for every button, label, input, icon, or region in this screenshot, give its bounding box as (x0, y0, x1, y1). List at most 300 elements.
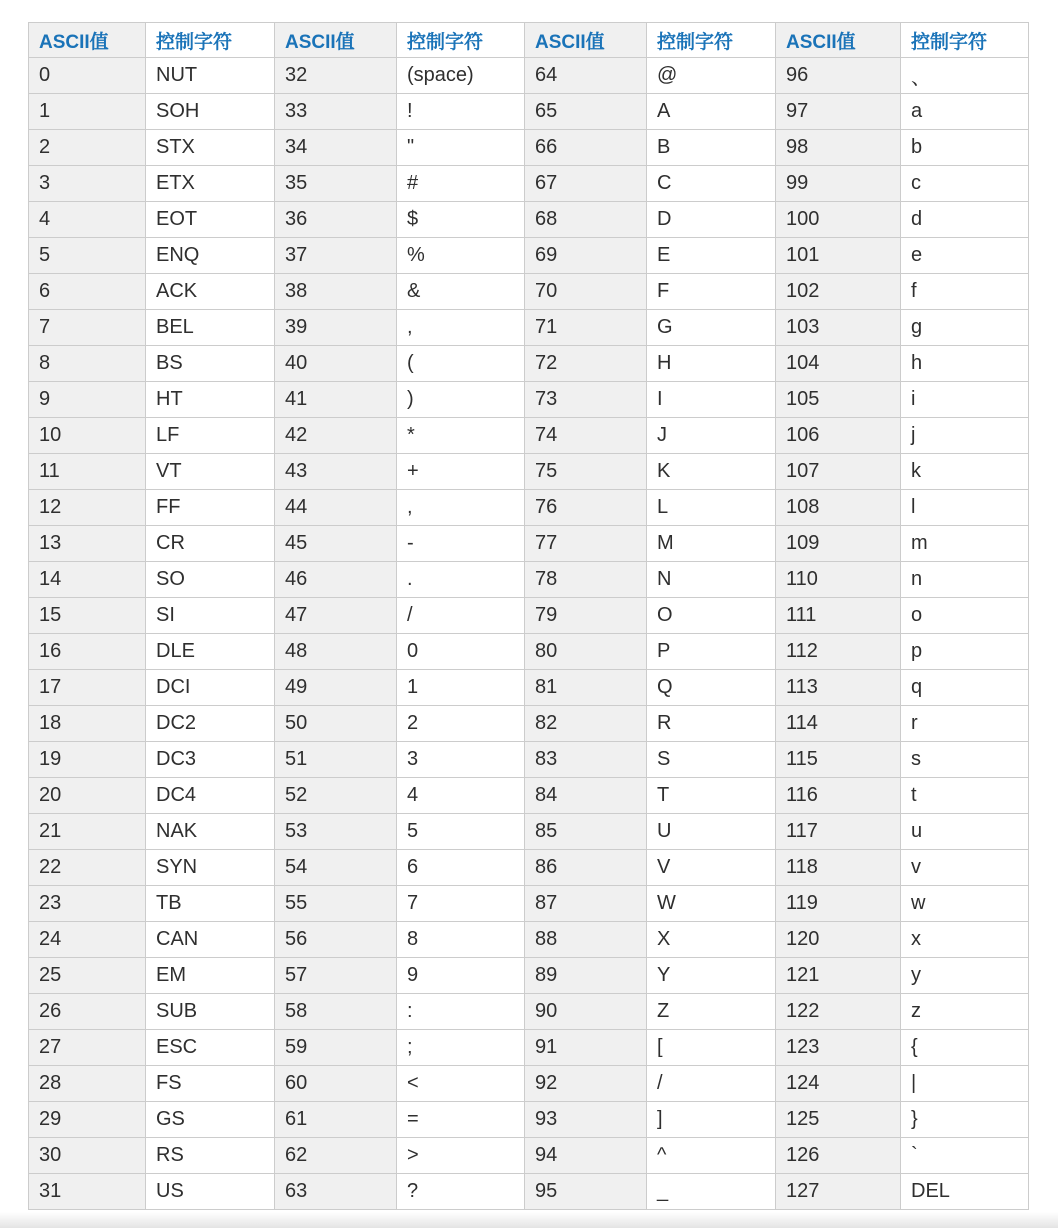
ascii-value-cell: 81 (525, 670, 647, 706)
table-row (29, 1030, 1029, 1066)
table-row (29, 382, 1029, 418)
ascii-value-cell: 42 (275, 418, 397, 454)
table-row (29, 1138, 1029, 1174)
header-cell-control-char: 控制字符 (397, 23, 525, 58)
control-char-cell: + (397, 454, 525, 490)
header-cell-control-char: 控制字符 (146, 23, 275, 58)
control-char-cell: # (397, 166, 525, 202)
control-char-cell: @ (647, 58, 776, 94)
ascii-value-cell: 96 (776, 58, 901, 94)
table-row (29, 526, 1029, 562)
ascii-value-cell: 113 (776, 670, 901, 706)
ascii-table (28, 22, 1029, 1210)
ascii-value-cell: 78 (525, 562, 647, 598)
control-char-cell: a (901, 94, 1029, 130)
control-char-cell: V (647, 850, 776, 886)
ascii-value-cell: 74 (525, 418, 647, 454)
control-char-cell: ACK (146, 274, 275, 310)
control-char-cell: { (901, 1030, 1029, 1066)
ascii-value-cell: 122 (776, 994, 901, 1030)
ascii-value-cell: 58 (275, 994, 397, 1030)
ascii-value-cell: 20 (29, 778, 146, 814)
ascii-value-cell: 71 (525, 310, 647, 346)
control-char-cell: 5 (397, 814, 525, 850)
control-char-cell: 6 (397, 850, 525, 886)
table-row (29, 706, 1029, 742)
control-char-cell: DC4 (146, 778, 275, 814)
control-char-cell: , (397, 490, 525, 526)
control-char-cell: v (901, 850, 1029, 886)
control-char-cell: x (901, 922, 1029, 958)
ascii-value-cell: 26 (29, 994, 146, 1030)
control-char-cell: U (647, 814, 776, 850)
control-char-cell: NAK (146, 814, 275, 850)
control-char-cell: RS (146, 1138, 275, 1174)
ascii-value-cell: 86 (525, 850, 647, 886)
ascii-value-cell: 93 (525, 1102, 647, 1138)
ascii-value-cell: 106 (776, 418, 901, 454)
ascii-value-cell: 21 (29, 814, 146, 850)
ascii-value-cell: 22 (29, 850, 146, 886)
control-char-cell: g (901, 310, 1029, 346)
table-row (29, 454, 1029, 490)
ascii-value-cell: 12 (29, 490, 146, 526)
control-char-cell: < (397, 1066, 525, 1102)
control-char-cell: BS (146, 346, 275, 382)
ascii-value-cell: 90 (525, 994, 647, 1030)
control-char-cell: b (901, 130, 1029, 166)
ascii-value-cell: 35 (275, 166, 397, 202)
control-char-cell: TB (146, 886, 275, 922)
control-char-cell: k (901, 454, 1029, 490)
control-char-cell: Q (647, 670, 776, 706)
ascii-value-cell: 38 (275, 274, 397, 310)
ascii-value-cell: 32 (275, 58, 397, 94)
header-cell-control-char: 控制字符 (901, 23, 1029, 58)
table-row (29, 922, 1029, 958)
table-row (29, 1102, 1029, 1138)
control-char-cell: BEL (146, 310, 275, 346)
control-char-cell: CAN (146, 922, 275, 958)
control-char-cell: c (901, 166, 1029, 202)
ascii-value-cell: 59 (275, 1030, 397, 1066)
control-char-cell: . (397, 562, 525, 598)
table-row (29, 562, 1029, 598)
ascii-value-cell: 25 (29, 958, 146, 994)
ascii-value-cell: 119 (776, 886, 901, 922)
ascii-value-cell: 18 (29, 706, 146, 742)
ascii-value-cell: 13 (29, 526, 146, 562)
ascii-value-cell: 87 (525, 886, 647, 922)
ascii-value-cell: 50 (275, 706, 397, 742)
ascii-value-cell: 69 (525, 238, 647, 274)
control-char-cell: ) (397, 382, 525, 418)
ascii-value-cell: 14 (29, 562, 146, 598)
ascii-value-cell: 111 (776, 598, 901, 634)
control-char-cell: Y (647, 958, 776, 994)
control-char-cell: US (146, 1174, 275, 1210)
ascii-value-cell: 77 (525, 526, 647, 562)
ascii-value-cell: 56 (275, 922, 397, 958)
control-char-cell: H (647, 346, 776, 382)
table-row (29, 94, 1029, 130)
ascii-value-cell: 60 (275, 1066, 397, 1102)
ascii-value-cell: 104 (776, 346, 901, 382)
ascii-value-cell: 125 (776, 1102, 901, 1138)
table-row (29, 634, 1029, 670)
table-row (29, 202, 1029, 238)
ascii-value-cell: 89 (525, 958, 647, 994)
ascii-value-cell: 126 (776, 1138, 901, 1174)
control-char-cell: _ (647, 1174, 776, 1210)
control-char-cell: DEL (901, 1174, 1029, 1210)
control-char-cell: FS (146, 1066, 275, 1102)
table-row (29, 814, 1029, 850)
control-char-cell: HT (146, 382, 275, 418)
ascii-value-cell: 54 (275, 850, 397, 886)
ascii-value-cell: 95 (525, 1174, 647, 1210)
ascii-value-cell: 53 (275, 814, 397, 850)
control-char-cell: o (901, 598, 1029, 634)
control-char-cell: h (901, 346, 1029, 382)
control-char-cell: J (647, 418, 776, 454)
ascii-value-cell: 0 (29, 58, 146, 94)
control-char-cell: ! (397, 94, 525, 130)
ascii-value-cell: 118 (776, 850, 901, 886)
table-row (29, 1066, 1029, 1102)
ascii-value-cell: 127 (776, 1174, 901, 1210)
ascii-value-cell: 36 (275, 202, 397, 238)
control-char-cell: u (901, 814, 1029, 850)
control-char-cell: 4 (397, 778, 525, 814)
ascii-value-cell: 44 (275, 490, 397, 526)
ascii-value-cell: 82 (525, 706, 647, 742)
ascii-value-cell: 117 (776, 814, 901, 850)
ascii-value-cell: 72 (525, 346, 647, 382)
control-char-cell: G (647, 310, 776, 346)
control-char-cell: 9 (397, 958, 525, 994)
control-char-cell: : (397, 994, 525, 1030)
control-char-cell: = (397, 1102, 525, 1138)
ascii-value-cell: 76 (525, 490, 647, 526)
header-cell-ascii-value: ASCII值 (275, 23, 397, 58)
table-row (29, 670, 1029, 706)
ascii-value-cell: 120 (776, 922, 901, 958)
control-char-cell: d (901, 202, 1029, 238)
ascii-value-cell: 1 (29, 94, 146, 130)
control-char-cell: DC3 (146, 742, 275, 778)
control-char-cell: m (901, 526, 1029, 562)
control-char-cell: t (901, 778, 1029, 814)
control-char-cell: q (901, 670, 1029, 706)
ascii-value-cell: 7 (29, 310, 146, 346)
control-char-cell: 8 (397, 922, 525, 958)
table-row (29, 958, 1029, 994)
ascii-value-cell: 9 (29, 382, 146, 418)
control-char-cell: DC2 (146, 706, 275, 742)
ascii-value-cell: 3 (29, 166, 146, 202)
ascii-value-cell: 41 (275, 382, 397, 418)
ascii-value-cell: 92 (525, 1066, 647, 1102)
control-char-cell: L (647, 490, 776, 526)
ascii-value-cell: 114 (776, 706, 901, 742)
control-char-cell: O (647, 598, 776, 634)
table-row (29, 166, 1029, 202)
table-row (29, 490, 1029, 526)
ascii-value-cell: 63 (275, 1174, 397, 1210)
control-char-cell: , (397, 310, 525, 346)
control-char-cell: - (397, 526, 525, 562)
control-char-cell: S (647, 742, 776, 778)
control-char-cell: e (901, 238, 1029, 274)
control-char-cell: n (901, 562, 1029, 598)
table-row (29, 130, 1029, 166)
ascii-value-cell: 23 (29, 886, 146, 922)
table-row (29, 310, 1029, 346)
control-char-cell: ^ (647, 1138, 776, 1174)
ascii-value-cell: 91 (525, 1030, 647, 1066)
control-char-cell: E (647, 238, 776, 274)
control-char-cell: y (901, 958, 1029, 994)
control-char-cell: ] (647, 1102, 776, 1138)
control-char-cell: C (647, 166, 776, 202)
ascii-value-cell: 68 (525, 202, 647, 238)
table-row (29, 418, 1029, 454)
control-char-cell: DLE (146, 634, 275, 670)
control-char-cell: W (647, 886, 776, 922)
ascii-value-cell: 88 (525, 922, 647, 958)
control-char-cell: P (647, 634, 776, 670)
ascii-value-cell: 103 (776, 310, 901, 346)
table-row (29, 994, 1029, 1030)
control-char-cell: SO (146, 562, 275, 598)
ascii-value-cell: 48 (275, 634, 397, 670)
control-char-cell: NUT (146, 58, 275, 94)
control-char-cell: f (901, 274, 1029, 310)
ascii-value-cell: 102 (776, 274, 901, 310)
page-bottom-edge (0, 1212, 1058, 1228)
control-char-cell: T (647, 778, 776, 814)
table-row (29, 742, 1029, 778)
control-char-cell: I (647, 382, 776, 418)
control-char-cell: STX (146, 130, 275, 166)
control-char-cell: SUB (146, 994, 275, 1030)
ascii-value-cell: 109 (776, 526, 901, 562)
ascii-value-cell: 2 (29, 130, 146, 166)
ascii-value-cell: 30 (29, 1138, 146, 1174)
table-row (29, 274, 1029, 310)
ascii-value-cell: 33 (275, 94, 397, 130)
ascii-value-cell: 75 (525, 454, 647, 490)
control-char-cell: w (901, 886, 1029, 922)
ascii-value-cell: 55 (275, 886, 397, 922)
control-char-cell: Z (647, 994, 776, 1030)
ascii-value-cell: 98 (776, 130, 901, 166)
ascii-value-cell: 34 (275, 130, 397, 166)
ascii-value-cell: 49 (275, 670, 397, 706)
ascii-value-cell: 85 (525, 814, 647, 850)
ascii-value-cell: 31 (29, 1174, 146, 1210)
ascii-value-cell: 100 (776, 202, 901, 238)
ascii-value-cell: 121 (776, 958, 901, 994)
header-cell-control-char: 控制字符 (647, 23, 776, 58)
table-row (29, 1174, 1029, 1210)
ascii-value-cell: 105 (776, 382, 901, 418)
control-char-cell: $ (397, 202, 525, 238)
control-char-cell: " (397, 130, 525, 166)
control-char-cell: F (647, 274, 776, 310)
control-char-cell: p (901, 634, 1029, 670)
ascii-value-cell: 110 (776, 562, 901, 598)
control-char-cell: R (647, 706, 776, 742)
control-char-cell: | (901, 1066, 1029, 1102)
control-char-cell: ENQ (146, 238, 275, 274)
control-char-cell: SYN (146, 850, 275, 886)
ascii-value-cell: 108 (776, 490, 901, 526)
table-row (29, 778, 1029, 814)
ascii-value-cell: 29 (29, 1102, 146, 1138)
header-cell-ascii-value: ASCII值 (29, 23, 146, 58)
ascii-value-cell: 17 (29, 670, 146, 706)
ascii-value-cell: 115 (776, 742, 901, 778)
table-header (29, 23, 1029, 58)
control-char-cell: 0 (397, 634, 525, 670)
ascii-value-cell: 6 (29, 274, 146, 310)
control-char-cell: / (647, 1066, 776, 1102)
header-cell-ascii-value: ASCII值 (776, 23, 901, 58)
ascii-value-cell: 123 (776, 1030, 901, 1066)
table-row (29, 58, 1029, 94)
header-cell-ascii-value: ASCII值 (525, 23, 647, 58)
ascii-value-cell: 37 (275, 238, 397, 274)
ascii-value-cell: 15 (29, 598, 146, 634)
ascii-value-cell: 66 (525, 130, 647, 166)
control-char-cell: > (397, 1138, 525, 1174)
ascii-value-cell: 84 (525, 778, 647, 814)
ascii-value-cell: 28 (29, 1066, 146, 1102)
control-char-cell: r (901, 706, 1029, 742)
ascii-value-cell: 101 (776, 238, 901, 274)
table-row (29, 238, 1029, 274)
ascii-value-cell: 64 (525, 58, 647, 94)
ascii-value-cell: 67 (525, 166, 647, 202)
ascii-value-cell: 73 (525, 382, 647, 418)
ascii-value-cell: 99 (776, 166, 901, 202)
ascii-value-cell: 116 (776, 778, 901, 814)
ascii-value-cell: 112 (776, 634, 901, 670)
control-char-cell: GS (146, 1102, 275, 1138)
ascii-value-cell: 124 (776, 1066, 901, 1102)
control-char-cell: 3 (397, 742, 525, 778)
control-char-cell: 1 (397, 670, 525, 706)
ascii-value-cell: 94 (525, 1138, 647, 1174)
control-char-cell: D (647, 202, 776, 238)
control-char-cell: 7 (397, 886, 525, 922)
ascii-value-cell: 16 (29, 634, 146, 670)
ascii-value-cell: 4 (29, 202, 146, 238)
control-char-cell: & (397, 274, 525, 310)
control-char-cell: ESC (146, 1030, 275, 1066)
ascii-value-cell: 107 (776, 454, 901, 490)
control-char-cell: DCI (146, 670, 275, 706)
ascii-value-cell: 79 (525, 598, 647, 634)
control-char-cell: CR (146, 526, 275, 562)
ascii-value-cell: 80 (525, 634, 647, 670)
control-char-cell: EM (146, 958, 275, 994)
control-char-cell: LF (146, 418, 275, 454)
control-char-cell: ` (901, 1138, 1029, 1174)
ascii-value-cell: 52 (275, 778, 397, 814)
control-char-cell: X (647, 922, 776, 958)
control-char-cell: SI (146, 598, 275, 634)
ascii-value-cell: 19 (29, 742, 146, 778)
control-char-cell: % (397, 238, 525, 274)
control-char-cell: ETX (146, 166, 275, 202)
control-char-cell: VT (146, 454, 275, 490)
table-row (29, 346, 1029, 382)
control-char-cell: M (647, 526, 776, 562)
ascii-value-cell: 24 (29, 922, 146, 958)
control-char-cell: [ (647, 1030, 776, 1066)
control-char-cell: z (901, 994, 1029, 1030)
ascii-value-cell: 45 (275, 526, 397, 562)
control-char-cell: ; (397, 1030, 525, 1066)
control-char-cell: s (901, 742, 1029, 778)
ascii-value-cell: 10 (29, 418, 146, 454)
ascii-value-cell: 51 (275, 742, 397, 778)
ascii-value-cell: 27 (29, 1030, 146, 1066)
table-row (29, 598, 1029, 634)
control-char-cell: ? (397, 1174, 525, 1210)
control-char-cell: N (647, 562, 776, 598)
ascii-value-cell: 70 (525, 274, 647, 310)
ascii-value-cell: 97 (776, 94, 901, 130)
control-char-cell: SOH (146, 94, 275, 130)
control-char-cell: K (647, 454, 776, 490)
ascii-value-cell: 61 (275, 1102, 397, 1138)
table-row (29, 850, 1029, 886)
ascii-value-cell: 40 (275, 346, 397, 382)
ascii-value-cell: 65 (525, 94, 647, 130)
control-char-cell: ( (397, 346, 525, 382)
control-char-cell: EOT (146, 202, 275, 238)
ascii-value-cell: 62 (275, 1138, 397, 1174)
table-body (29, 58, 1029, 1210)
header-row (29, 23, 1029, 58)
control-char-cell: } (901, 1102, 1029, 1138)
control-char-cell: FF (146, 490, 275, 526)
control-char-cell: A (647, 94, 776, 130)
ascii-value-cell: 5 (29, 238, 146, 274)
control-char-cell: j (901, 418, 1029, 454)
ascii-value-cell: 46 (275, 562, 397, 598)
ascii-value-cell: 47 (275, 598, 397, 634)
control-char-cell: B (647, 130, 776, 166)
ascii-value-cell: 83 (525, 742, 647, 778)
table-row (29, 886, 1029, 922)
control-char-cell: i (901, 382, 1029, 418)
ascii-value-cell: 39 (275, 310, 397, 346)
control-char-cell: / (397, 598, 525, 634)
ascii-value-cell: 43 (275, 454, 397, 490)
ascii-value-cell: 11 (29, 454, 146, 490)
control-char-cell: (space) (397, 58, 525, 94)
control-char-cell: l (901, 490, 1029, 526)
ascii-value-cell: 57 (275, 958, 397, 994)
control-char-cell: 2 (397, 706, 525, 742)
ascii-value-cell: 8 (29, 346, 146, 382)
control-char-cell: 、 (901, 58, 1029, 94)
